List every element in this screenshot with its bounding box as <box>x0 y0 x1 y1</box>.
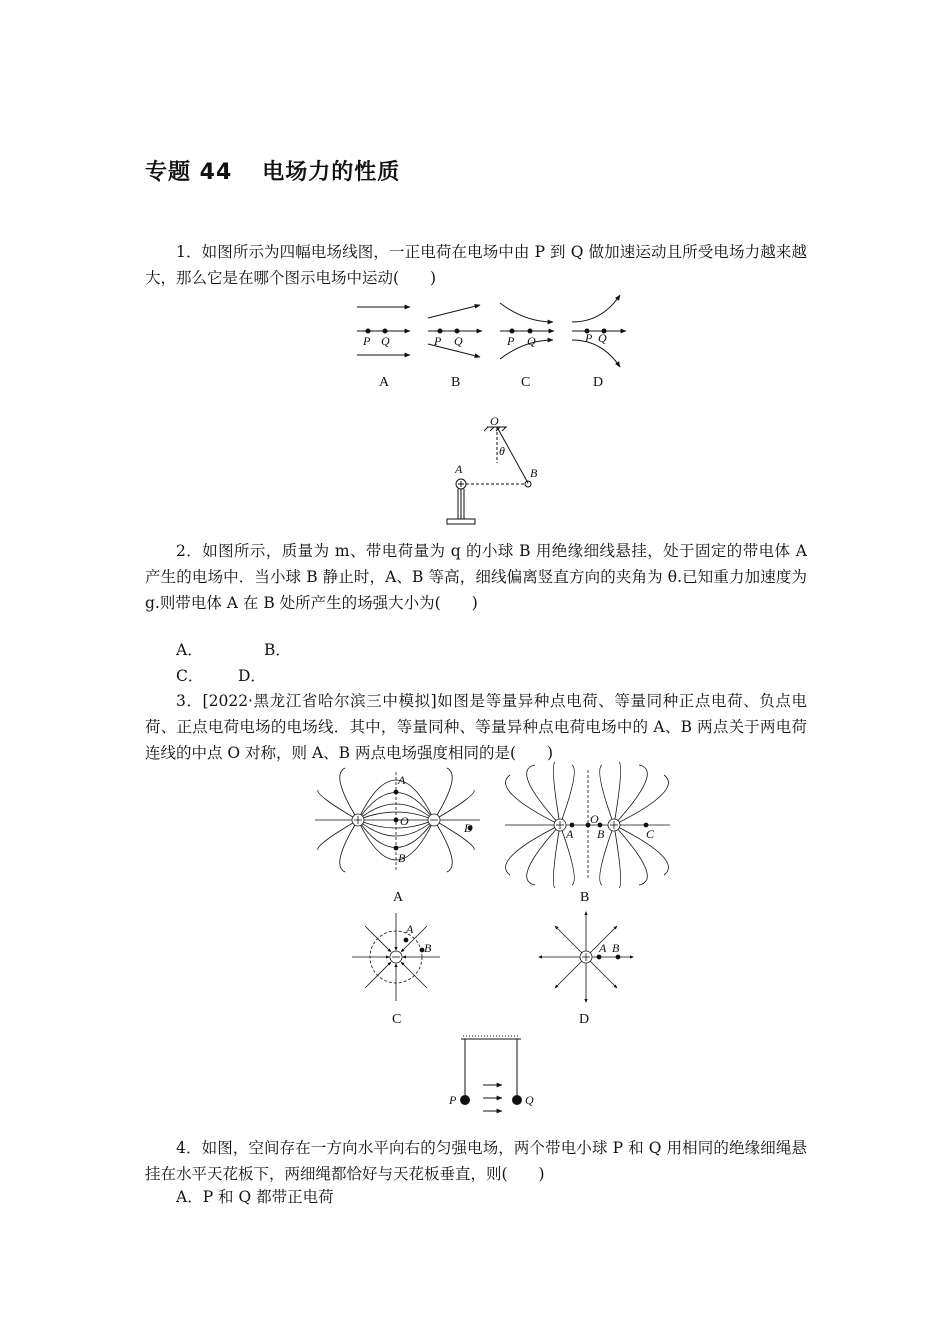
q2-label-o: O <box>490 414 499 428</box>
q3c-label-b: B <box>424 941 432 955</box>
q1-label-q: Q <box>454 334 463 348</box>
q2-option-b[interactable]: B． <box>264 641 291 659</box>
q3b-label-b: B <box>597 827 605 841</box>
q1-figure <box>350 300 650 390</box>
q4-option-a[interactable]: A．P 和 Q 都带正电荷 <box>176 1188 334 1206</box>
q3d-label-a: A <box>599 941 607 955</box>
q1-label-q: Q <box>527 334 536 348</box>
q3a-label-o: O <box>400 814 409 828</box>
q4-label-p: P <box>449 1093 457 1107</box>
q2-figure <box>440 415 550 530</box>
q3-option-d-label: D <box>579 1012 590 1027</box>
q2-option-a[interactable]: A． <box>176 641 203 659</box>
q2-label-b: B <box>530 466 538 480</box>
q2-option-c[interactable]: C． <box>176 667 204 685</box>
question-3-text: 3．[2022·黑龙江省哈尔滨三中模拟]如图是等量异种点电荷、等量同种正点电荷、负点电荷、正点电荷电场的电场线．其中，等量同种、等量异种点电荷电场中的 A、B 两点关于两电荷连线的中点 O 对称，则 A、B 两点电场强度相同的是( ) <box>145 692 807 762</box>
q1-label-p: P <box>507 334 515 348</box>
q4-figure <box>445 1035 555 1115</box>
q3-diagram-c <box>352 913 440 1001</box>
q3c-label-a: A <box>406 922 414 936</box>
page-title <box>145 155 400 186</box>
q3b-label-a: A <box>566 827 574 841</box>
question-4-text: 4．如图，空间存在一方向水平向右的匀强电场，两个带电小球 P 和 Q 用相同的绝缘细绳悬挂在水平天花板下，两细绳都恰好与天花板垂直，则( ) <box>145 1139 807 1183</box>
q1-label-q: Q <box>381 334 390 348</box>
q1-label-q: Q <box>598 331 607 345</box>
q1-option-c-label: C <box>521 375 531 390</box>
q1-option-d-label: D <box>593 375 604 390</box>
q3b-label-o: O <box>590 812 599 826</box>
q3-diagram-d <box>540 913 632 1001</box>
q3b-label-c: C <box>646 827 655 841</box>
q1-label-p: P <box>363 334 371 348</box>
q1-point-labels <box>362 331 607 348</box>
q2-label-a: A <box>455 462 463 476</box>
q2-label-theta: θ <box>499 444 505 458</box>
q2-option-d[interactable]: D． <box>238 667 266 685</box>
title-text: 电场力的性质 <box>262 160 401 185</box>
q3a-label-d: D <box>464 821 473 835</box>
q3-option-a-label: A <box>393 890 404 905</box>
q1-label-p: P <box>434 334 442 348</box>
q3-option-b-label: B <box>580 890 590 905</box>
question-1-text: 1．如图所示为四幅电场线图，一正电荷在电场中由 P 到 Q 做加速运动且所受电场力越来越大，那么它是在哪个图示电场中运动( ) <box>145 243 807 287</box>
q3-option-c-label: C <box>392 1012 402 1027</box>
question-2-text: 2．如图所示，质量为 m、带电荷量为 q 的小球 B 用绝缘细线悬挂，处于固定的带电体 A 产生的电场中．当小球 B 静止时，A、B 等高，细线偏离竖直方向的夹角为 θ.已知重力加速度为 g.则带电体 A 在 B 处所产生的场强大小为( ) <box>145 542 807 612</box>
q1-label-p: P <box>585 331 593 345</box>
q3-figure <box>310 770 690 1035</box>
q3d-label-b: B <box>612 941 620 955</box>
q1-option-b-label: B <box>451 375 461 390</box>
q1-option-a-label: A <box>379 375 390 390</box>
q3-diagram-b <box>505 762 670 888</box>
q3a-label-b: B <box>398 851 406 865</box>
q1-diagram-c <box>500 303 554 359</box>
q1-diagram-b <box>428 305 482 357</box>
q4-label-q: Q <box>525 1093 534 1107</box>
q3a-label-a: A <box>398 773 406 787</box>
title-number: 专题 44 <box>145 160 233 185</box>
